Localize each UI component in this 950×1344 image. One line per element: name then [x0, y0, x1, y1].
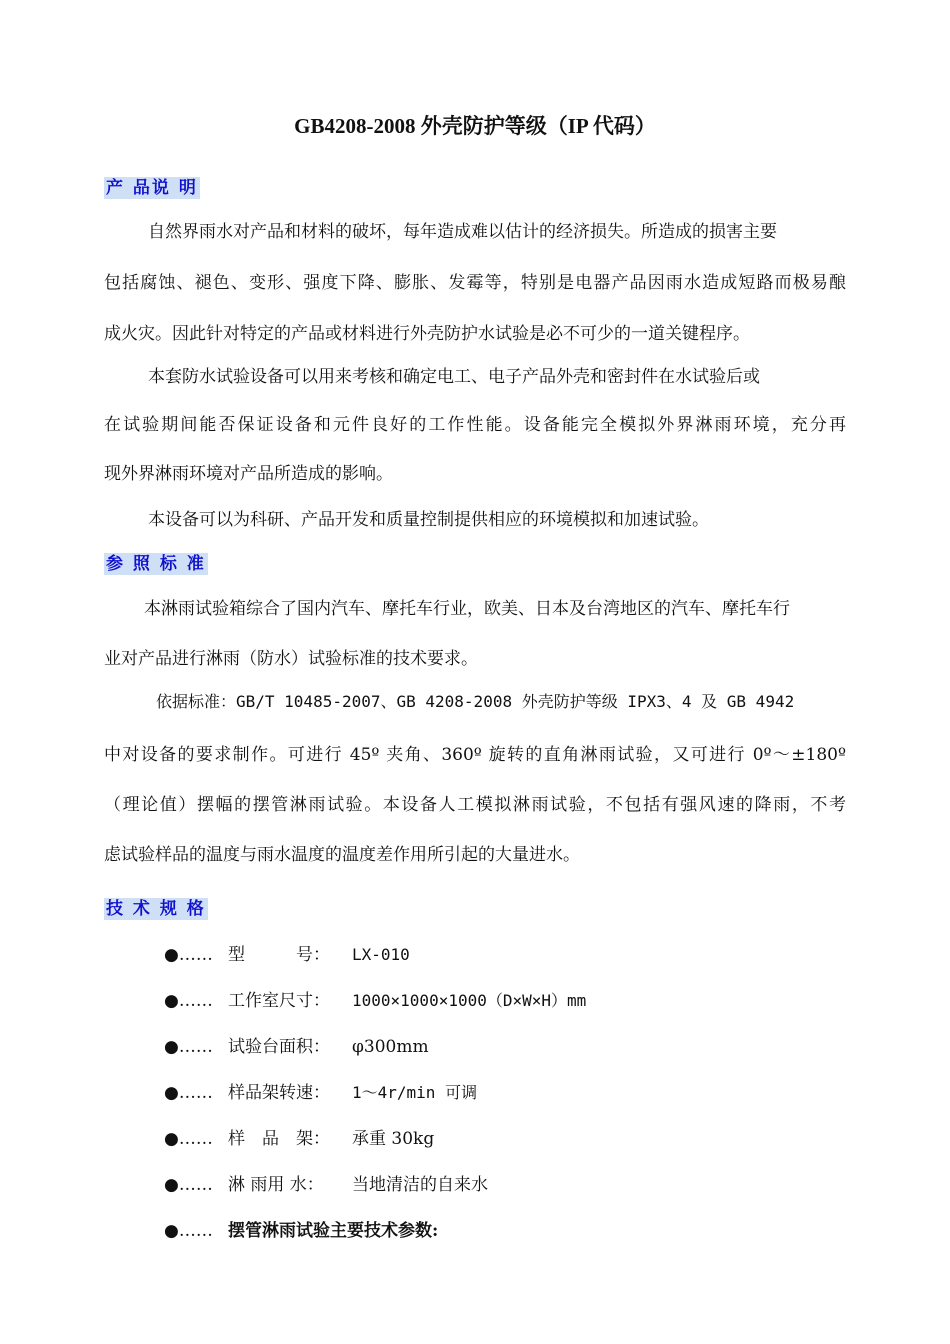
spec-label: 样 品 架：	[228, 1129, 330, 1149]
bullet-icon: ●……	[164, 1221, 213, 1241]
spec-value: 承重 30kg	[352, 1129, 435, 1149]
spec-value: 当地清洁的自来水	[352, 1175, 488, 1195]
spec-label: 型 号：	[228, 945, 330, 965]
paragraph-line: 依据标准：GB/T 10485-2007、GB 4208-2008 外壳防护等级 IPX3、4 及 GB 4942	[156, 692, 795, 711]
paragraph-line: 中对设备的要求制作。可进行 45º 夹角、360º 旋转的直角淋雨试验，又可进行 0º～±180º	[104, 745, 846, 765]
bullet-icon: ●……	[164, 1083, 213, 1103]
bullet-icon: ●……	[164, 991, 213, 1011]
spec-value: 1000×1000×1000（D×W×H）mm	[352, 991, 587, 1010]
spec-value: φ300mm	[352, 1037, 429, 1057]
spec-label: 摆管淋雨试验主要技术参数:	[228, 1221, 439, 1241]
paragraph-line: 本设备可以为科研、产品开发和质量控制提供相应的环境模拟和加速试验。	[148, 510, 709, 530]
bullet-icon: ●……	[164, 1129, 213, 1149]
paragraph-line: 在试验期间能否保证设备和元件良好的工作性能。设备能完全模拟外界淋雨环境，充分再	[104, 415, 846, 435]
paragraph-line: 现外界淋雨环境对产品所造成的影响。	[104, 464, 393, 484]
spec-value: LX-010	[352, 945, 410, 964]
paragraph-line: 自然界雨水对产品和材料的破坏，每年造成难以估计的经济损失。所造成的损害主要	[148, 222, 777, 242]
spec-label: 工作室尺寸：	[228, 991, 330, 1011]
section-heading-product: 产 品说 明	[106, 178, 198, 198]
spec-value: 1～4r/min 可调	[352, 1083, 478, 1102]
paragraph-line: 业对产品进行淋雨（防水）试验标准的技术要求。	[104, 649, 478, 669]
paragraph-line: 本套防水试验设备可以用来考核和确定电工、电子产品外壳和密封件在水试验后或	[148, 367, 760, 387]
bullet-icon: ●……	[164, 1037, 213, 1057]
paragraph-line: 包括腐蚀、褪色、变形、强度下降、膨胀、发霉等，特别是电器产品因雨水造成短路而极易酿	[104, 273, 846, 293]
paragraph-line: 虑试验样品的温度与雨水温度的温度差作用所引起的大量进水。	[104, 845, 580, 865]
paragraph-line: （理论值）摆幅的摆管淋雨试验。本设备人工模拟淋雨试验，不包括有强风速的降雨，不考	[104, 795, 846, 815]
document-title: GB4208-2008 外壳防护等级（IP 代码）	[294, 114, 656, 138]
spec-label: 淋 雨用 水：	[228, 1175, 324, 1195]
section-heading-specs: 技 术 规 格	[106, 899, 206, 919]
bullet-icon: ●……	[164, 1175, 213, 1195]
bullet-icon: ●……	[164, 945, 213, 965]
section-heading-standards: 参 照 标 准	[106, 554, 206, 574]
paragraph-line: 成火灾。因此针对特定的产品或材料进行外壳防护水试验是必不可少的一道关键程序。	[104, 324, 750, 344]
paragraph-line: 本淋雨试验箱综合了国内汽车、摩托车行业，欧美、日本及台湾地区的汽车、摩托车行	[144, 599, 790, 619]
spec-label: 样品架转速：	[228, 1083, 330, 1103]
spec-label: 试验台面积：	[228, 1037, 330, 1057]
